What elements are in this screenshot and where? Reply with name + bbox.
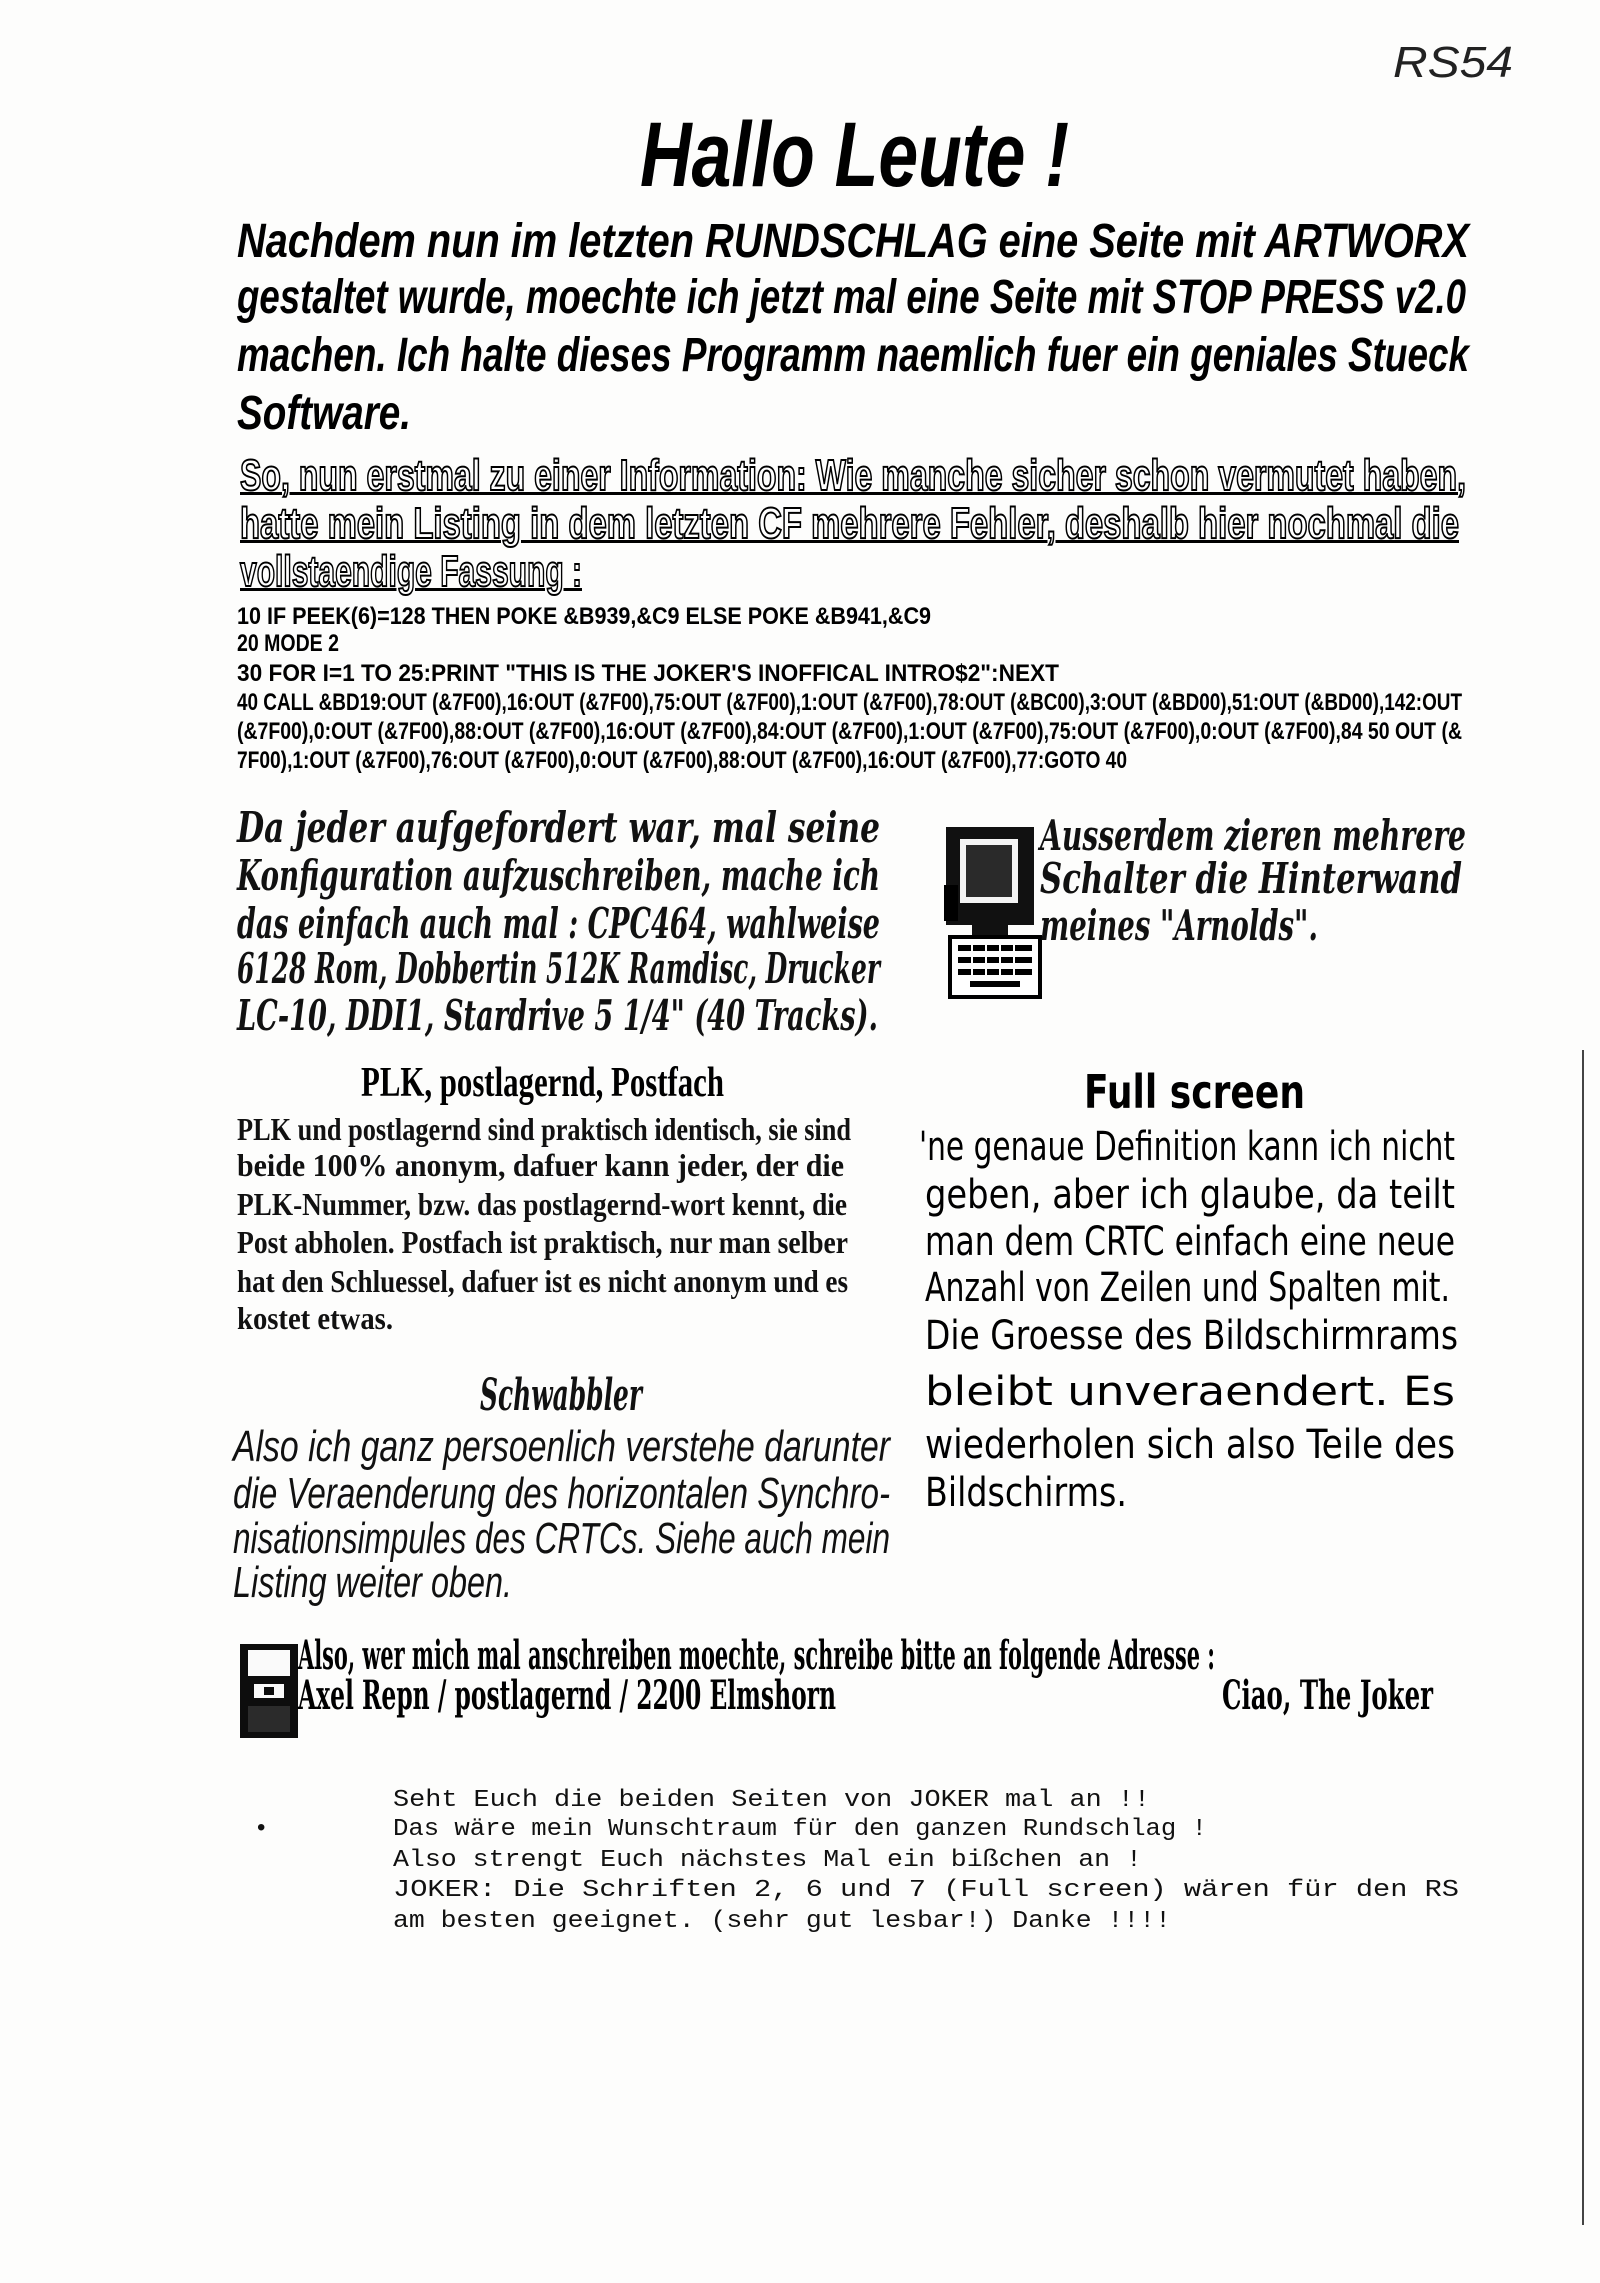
plk-line: PLK und postlagernd sind praktisch identisch, sie sind — [237, 1111, 851, 1147]
listing-line: 10 IF PEEK(6)=128 THEN POKE &B939,&C9 ELSE POKE &B941,&C9 — [237, 603, 931, 630]
listing-line: (&7F00),0:OUT (&7F00),88:OUT (&7F00),16:OUT (&7F00),84:OUT (&7F00),1:OUT (&7F00),75:OUT (&7F00),0:OUT (&7F00),84 50 OUT (& — [237, 718, 1462, 745]
contact-line: Also, wer mich mal anschreiben moechte, schreibe bitte an folgende Adresse : — [298, 1632, 1215, 1679]
page-tag: RS54 — [1393, 38, 1513, 87]
page-title: Hallo Leute ! — [640, 104, 1069, 206]
editor-note-line: Seht Euch die beiden Seiten von JOKER mal an !! — [393, 1787, 1150, 1814]
switches-line: Schalter die Hinterwand — [1040, 854, 1462, 903]
config-line: LC-10, DDI1, Stardrive 5 1/4" (40 Tracks). — [237, 991, 878, 1040]
fullscreen-line: bleibt unveraendert. Es — [925, 1369, 1455, 1415]
info-line: hatte mein Listing in dem letzten CF mehrere Fehler, deshalb hier nochmal die — [240, 499, 1459, 548]
plk-heading: PLK, postlagernd, Postfach — [361, 1060, 724, 1106]
plk-line: Post abholen. Postfach ist praktisch, nur man selber — [237, 1224, 848, 1260]
editor-note-line: Also strengt Euch nächstes Mal ein bißchen an ! — [393, 1847, 1142, 1874]
plk-line: hat den Schluessel, dafuer ist es nicht anonym und es — [237, 1263, 848, 1299]
switches-line: Ausserdem zieren mehrere — [1040, 811, 1466, 860]
fullscreen-line: 'ne genaue Definition kann ich nicht — [919, 1124, 1455, 1170]
computer-icon — [942, 825, 1044, 1005]
intro-line: machen. Ich halte dieses Programm naemlich fuer ein geniales Stueck — [237, 329, 1469, 382]
plk-line: kostet etwas. — [237, 1300, 393, 1336]
schwabbler-heading: Schwabbler — [480, 1370, 642, 1421]
info-line: vollstaendige Fassung : — [240, 547, 582, 596]
info-line: So, nun erstmal zu einer Information: Wie manche sicher schon vermutet haben, — [240, 451, 1466, 500]
fullscreen-line: Bildschirms. — [925, 1470, 1127, 1516]
schwabbler-line: nisationsimpules des CRTCs. Siehe auch mein — [233, 1514, 890, 1563]
editor-note-line: am besten geeignet. (sehr gut lesbar!) Danke !!!! — [393, 1908, 1171, 1935]
listing-line: 40 CALL &BD19:OUT (&7F00),16:OUT (&7F00),75:OUT (&7F00),1:OUT (&7F00),78:OUT (&BC00),3:OUT (&BD00),51:OUT (&BD00),142:OUT — [237, 689, 1462, 716]
fullscreen-line: Anzahl von Zeilen und Spalten mit. — [925, 1265, 1450, 1311]
editor-note-line: JOKER: Die Schriften 2, 6 und 7 (Full screen) wären für den RS — [393, 1877, 1459, 1904]
intro-line: gestaltet wurde, moechte ich jetzt mal eine Seite mit STOP PRESS v2.0 — [237, 271, 1466, 324]
fullscreen-line: man dem CRTC einfach eine neue — [925, 1219, 1455, 1265]
listing-line: 20 MODE 2 — [237, 630, 339, 657]
fullscreen-heading: Full screen — [1084, 1065, 1305, 1119]
config-line: das einfach auch mal : CPC464, wahlweise — [237, 899, 880, 948]
intro-line: Nachdem nun im letzten RUNDSCHLAG eine Seite mit ARTWORX — [237, 215, 1469, 268]
contact-address: Axel Repn / postlagernd / 2200 Elmshorn — [298, 1672, 836, 1719]
fullscreen-line: Die Groesse des Bildschirmrams — [925, 1313, 1458, 1359]
plk-line: beide 100% anonym, dafuer kann jeder, der die — [237, 1147, 844, 1183]
schwabbler-line: Also ich ganz persoenlich verstehe darunter — [233, 1422, 890, 1471]
plk-line: PLK-Nummer, bzw. das postlagernd-wort kennt, die — [237, 1186, 847, 1222]
scan-edge-line — [1582, 1050, 1584, 2225]
config-line: Konfiguration aufzuschreiben, mache ich — [237, 851, 880, 900]
switches-line: meines "Arnolds". — [1040, 901, 1318, 950]
listing-line: 7F00),1:OUT (&7F00),76:OUT (&7F00),0:OUT (&7F00),88:OUT (&7F00),16:OUT (&7F00),77:GOTO 40 — [237, 747, 1127, 774]
editor-note-line: Das wäre mein Wunschtraum für den ganzen Rundschlag ! — [393, 1816, 1207, 1843]
config-line: 6128 Rom, Dobbertin 512K Ramdisc, Drucker — [237, 944, 880, 993]
schwabbler-line: die Veraenderung des horizontalen Synchro- — [233, 1469, 890, 1518]
floppy-disk-icon — [240, 1644, 298, 1738]
signature: Ciao, The Joker — [1222, 1672, 1433, 1719]
fullscreen-line: wiederholen sich also Teile des — [925, 1422, 1455, 1468]
listing-line: 30 FOR I=1 TO 25:PRINT "THIS IS THE JOKER'S INOFFICAL INTRO$2":NEXT — [237, 660, 1059, 687]
schwabbler-line: Listing weiter oben. — [233, 1558, 512, 1607]
fullscreen-line: geben, aber ich glaube, da teilt — [925, 1172, 1455, 1218]
intro-line: Software. — [237, 387, 411, 440]
config-line: Da jeder aufgefordert war, mal seine — [237, 803, 880, 852]
editor-note-bullet: • — [254, 1816, 269, 1843]
